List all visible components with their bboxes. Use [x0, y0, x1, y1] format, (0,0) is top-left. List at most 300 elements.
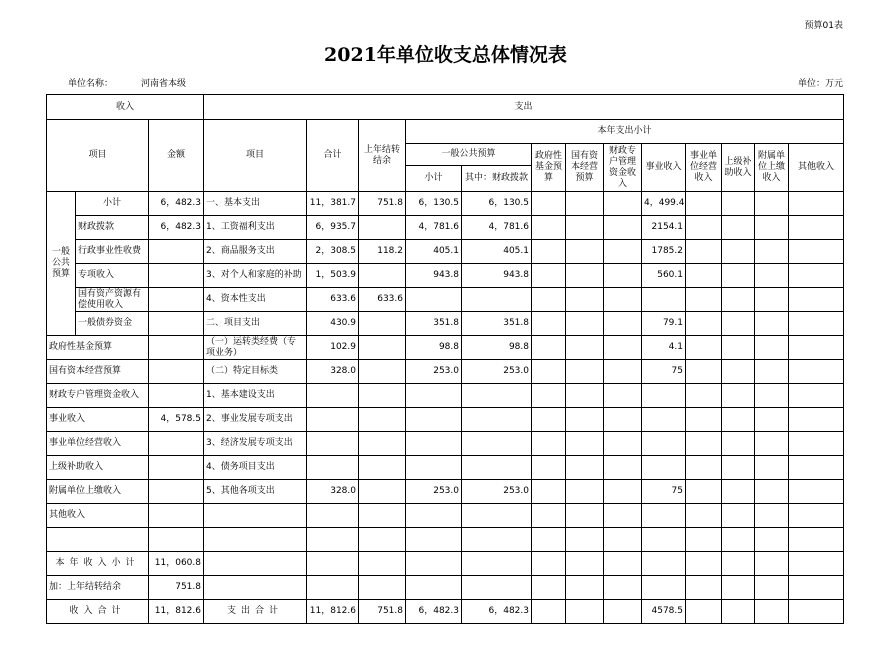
cell-biz: 4578.5	[642, 600, 686, 624]
cell-income-amount: 11，812.6	[149, 600, 204, 624]
cell-tot: 102.9	[307, 336, 359, 360]
cell-exp: 1、工资福利支出	[204, 216, 307, 240]
cell-aff	[755, 528, 789, 552]
cell-gov	[532, 408, 566, 432]
cell-carry	[359, 480, 406, 504]
cell-fisc: 351.8	[462, 312, 532, 336]
cell-income-item: 国有资产资源有偿使用收入	[76, 288, 149, 312]
cell-op	[686, 384, 722, 408]
cell-cap	[566, 576, 604, 600]
table-row	[47, 192, 844, 216]
cell-fisc: 6，482.3	[462, 600, 532, 624]
cell-income-item: 财政专户管理资金收入	[47, 384, 149, 408]
cell-biz	[642, 504, 686, 528]
cell-sub	[406, 384, 462, 408]
cell-sub: 4，781.6	[406, 216, 462, 240]
cell-income-item: 上级补助收入	[47, 456, 149, 480]
cell-aff	[755, 456, 789, 480]
cell-biz: 4.1	[642, 336, 686, 360]
cell-spec	[604, 432, 642, 456]
cell-cap	[566, 240, 604, 264]
cell-exp: 支出合计	[204, 600, 307, 624]
cell-spec	[604, 192, 642, 216]
cell-aff	[755, 504, 789, 528]
cell-exp: （二）特定目标类	[204, 360, 307, 384]
cell-spec	[604, 312, 642, 336]
cell-gov	[532, 312, 566, 336]
cell-gov	[532, 432, 566, 456]
cell-aff	[755, 576, 789, 600]
cell-sub: 351.8	[406, 312, 462, 336]
table-row	[47, 600, 844, 624]
cell-fisc: 6，130.5	[462, 192, 532, 216]
cell-aff	[755, 312, 789, 336]
cell-exp: 2、商品服务支出	[204, 240, 307, 264]
table-row	[47, 336, 844, 360]
header-item: 项目	[47, 120, 149, 192]
cell-fisc	[462, 456, 532, 480]
cell-gov	[532, 528, 566, 552]
unit-info	[68, 76, 214, 89]
cell-carry	[359, 528, 406, 552]
cell-fisc	[462, 552, 532, 576]
cell-cap	[566, 384, 604, 408]
cell-cap	[566, 600, 604, 624]
cell-sup	[722, 336, 755, 360]
cell-oth	[789, 360, 844, 384]
cell-oth	[789, 528, 844, 552]
cell-sub	[406, 576, 462, 600]
cell-carry	[359, 432, 406, 456]
cell-income-item: 事业单位经营收入	[47, 432, 149, 456]
cell-aff	[755, 240, 789, 264]
form-code: 预算01表	[804, 21, 843, 31]
cell-gov	[532, 288, 566, 312]
cell-aff	[755, 336, 789, 360]
cell-spec	[604, 288, 642, 312]
cell-op	[686, 480, 722, 504]
cell-income-item: 收入合计	[47, 600, 149, 624]
cell-biz	[642, 408, 686, 432]
cell-op	[686, 336, 722, 360]
cell-exp: 1、基本建设支出	[204, 384, 307, 408]
cell-oth	[789, 240, 844, 264]
cell-biz	[642, 456, 686, 480]
cell-cap	[566, 552, 604, 576]
cell-oth	[789, 384, 844, 408]
cell-oth	[789, 480, 844, 504]
cell-oth	[789, 336, 844, 360]
cell-income-amount	[149, 288, 204, 312]
cell-aff	[755, 192, 789, 216]
cell-sup	[722, 288, 755, 312]
cell-sup	[722, 216, 755, 240]
cell-income-item: 财政拨款	[76, 216, 149, 240]
header-income: 收入	[47, 95, 204, 120]
cell-carry: 751.8	[359, 192, 406, 216]
cell-cap	[566, 408, 604, 432]
cell-sup	[722, 504, 755, 528]
cell-gov	[532, 192, 566, 216]
header-other-income: 其他收入	[789, 144, 844, 192]
cell-sub: 943.8	[406, 264, 462, 288]
cell-op	[686, 216, 722, 240]
cell-tot: 1，503.9	[307, 264, 359, 288]
cell-gov	[532, 480, 566, 504]
header-gov-fund: 政府性基金预算	[532, 144, 566, 192]
cell-oth	[789, 264, 844, 288]
cell-carry	[359, 216, 406, 240]
cell-income-amount: 6，482.3	[149, 192, 204, 216]
cell-op	[686, 264, 722, 288]
cell-carry: 633.6	[359, 288, 406, 312]
cell-income-amount	[149, 336, 204, 360]
cell-spec	[604, 336, 642, 360]
cell-income-item: 行政事业性收费	[76, 240, 149, 264]
cell-carry	[359, 312, 406, 336]
table-row	[47, 384, 844, 408]
table-row	[47, 528, 844, 552]
cell-biz	[642, 384, 686, 408]
cell-spec	[604, 528, 642, 552]
cell-spec	[604, 384, 642, 408]
cell-income-amount: 751.8	[149, 576, 204, 600]
money-unit: 单位：万元	[797, 79, 843, 89]
cell-op	[686, 288, 722, 312]
cell-sup	[722, 528, 755, 552]
cell-op	[686, 456, 722, 480]
cell-exp: 3、对个人和家庭的补助	[204, 264, 307, 288]
budget-table	[46, 94, 844, 624]
cell-op	[686, 552, 722, 576]
cell-income-item: 附属单位上缴收入	[47, 480, 149, 504]
cell-biz	[642, 288, 686, 312]
cell-income-item: 本年收入小计	[47, 552, 149, 576]
cell-exp: （一）运转类经费（专项业务）	[204, 336, 307, 360]
cell-sub: 98.8	[406, 336, 462, 360]
cell-spec	[604, 552, 642, 576]
table-row	[47, 456, 844, 480]
table-row	[47, 360, 844, 384]
cell-carry: 118.2	[359, 240, 406, 264]
cell-aff	[755, 600, 789, 624]
page-title: 2021年单位收支总体情况表	[324, 44, 567, 66]
cell-oth	[789, 504, 844, 528]
cell-tot	[307, 456, 359, 480]
cell-aff	[755, 384, 789, 408]
cell-op	[686, 528, 722, 552]
cell-exp	[204, 576, 307, 600]
cell-exp: 一、基本支出	[204, 192, 307, 216]
cell-income-item: 一般债券资金	[76, 312, 149, 336]
cell-tot: 633.6	[307, 288, 359, 312]
cell-income-amount	[149, 480, 204, 504]
cell-exp	[204, 552, 307, 576]
cell-fisc: 4，781.6	[462, 216, 532, 240]
cell-oth	[789, 432, 844, 456]
cell-tot	[307, 552, 359, 576]
cell-op	[686, 192, 722, 216]
cell-income-item: 加：上年结转结余	[47, 576, 149, 600]
cell-fisc	[462, 504, 532, 528]
cell-biz	[642, 576, 686, 600]
cell-op	[686, 576, 722, 600]
cell-income-amount	[149, 504, 204, 528]
cell-tot: 2，308.5	[307, 240, 359, 264]
cell-sup	[722, 192, 755, 216]
cell-gov	[532, 240, 566, 264]
cell-exp: 4、债务项目支出	[204, 456, 307, 480]
cell-fisc	[462, 528, 532, 552]
cell-spec	[604, 216, 642, 240]
cell-sup	[722, 600, 755, 624]
cell-income-amount	[149, 384, 204, 408]
cell-gov	[532, 600, 566, 624]
cell-sup	[722, 264, 755, 288]
cell-gov	[532, 360, 566, 384]
cell-sub	[406, 528, 462, 552]
cell-tot: 430.9	[307, 312, 359, 336]
cell-oth	[789, 552, 844, 576]
cell-biz	[642, 552, 686, 576]
cell-gov	[532, 576, 566, 600]
cell-income-amount	[149, 432, 204, 456]
cell-spec	[604, 600, 642, 624]
cell-spec	[604, 576, 642, 600]
header-business-income: 事业收入	[642, 144, 686, 192]
header-special-account: 财政专户管理资金收入	[604, 144, 642, 192]
cell-cap	[566, 288, 604, 312]
cell-aff	[755, 360, 789, 384]
cell-sup	[722, 360, 755, 384]
cell-fisc	[462, 576, 532, 600]
cell-gov	[532, 384, 566, 408]
table-row	[47, 432, 844, 456]
header-operating-income: 事业单位经营收入	[686, 144, 722, 192]
cell-gov	[532, 552, 566, 576]
header-state-capital: 国有资本经营预算	[566, 144, 604, 192]
cell-biz: 4，499.4	[642, 192, 686, 216]
table-row	[47, 264, 844, 288]
cell-biz: 79.1	[642, 312, 686, 336]
unit-label: 单位名称：	[68, 79, 114, 89]
cell-op	[686, 600, 722, 624]
cell-tot	[307, 528, 359, 552]
cell-op	[686, 504, 722, 528]
cell-oth	[789, 192, 844, 216]
cell-sub	[406, 552, 462, 576]
cell-oth	[789, 312, 844, 336]
cell-carry	[359, 408, 406, 432]
table-row	[47, 552, 844, 576]
cell-sup	[722, 552, 755, 576]
cell-op	[686, 408, 722, 432]
cell-carry	[359, 264, 406, 288]
header-expense: 支出	[204, 95, 844, 120]
cell-spec	[604, 408, 642, 432]
cell-income-amount	[149, 312, 204, 336]
cell-aff	[755, 408, 789, 432]
cell-carry: 751.8	[359, 600, 406, 624]
cell-exp: 2、事业发展专项支出	[204, 408, 307, 432]
cell-spec	[604, 264, 642, 288]
cell-income-amount	[149, 240, 204, 264]
cell-biz: 560.1	[642, 264, 686, 288]
cell-fisc: 943.8	[462, 264, 532, 288]
cell-sub: 253.0	[406, 480, 462, 504]
cell-fisc: 253.0	[462, 360, 532, 384]
cell-sub: 6，482.3	[406, 600, 462, 624]
cell-income-amount: 11，060.8	[149, 552, 204, 576]
cell-sub	[406, 288, 462, 312]
cell-income-amount: 4，578.5	[149, 408, 204, 432]
header-exp-item: 项目	[204, 120, 307, 192]
table-row	[47, 240, 844, 264]
cell-biz: 75	[642, 480, 686, 504]
cell-sub	[406, 432, 462, 456]
cell-carry	[359, 576, 406, 600]
cell-tot	[307, 504, 359, 528]
cell-sub: 405.1	[406, 240, 462, 264]
cell-sup	[722, 576, 755, 600]
cell-op	[686, 240, 722, 264]
cell-tot: 328.0	[307, 480, 359, 504]
header-amount: 金额	[149, 120, 204, 192]
cell-aff	[755, 288, 789, 312]
cell-sup	[722, 240, 755, 264]
cell-aff	[755, 216, 789, 240]
cell-cap	[566, 312, 604, 336]
header-of-which-fiscal: 其中：财政拨款	[462, 166, 532, 192]
cell-sup	[722, 456, 755, 480]
cell-income-item: 其他收入	[47, 504, 149, 528]
cell-biz: 1785.2	[642, 240, 686, 264]
cell-carry	[359, 360, 406, 384]
cell-fisc	[462, 288, 532, 312]
cell-income-amount	[149, 264, 204, 288]
cell-gov	[532, 456, 566, 480]
cell-fisc: 253.0	[462, 480, 532, 504]
cell-spec	[604, 360, 642, 384]
group-label-general-budget: 一般公共预算	[47, 192, 76, 336]
cell-sup	[722, 312, 755, 336]
cell-fisc	[462, 432, 532, 456]
cell-sub	[406, 408, 462, 432]
cell-sub	[406, 504, 462, 528]
cell-carry	[359, 384, 406, 408]
cell-aff	[755, 480, 789, 504]
cell-cap	[566, 432, 604, 456]
cell-income-amount	[149, 360, 204, 384]
cell-cap	[566, 456, 604, 480]
cell-cap	[566, 480, 604, 504]
cell-tot	[307, 432, 359, 456]
cell-exp	[204, 528, 307, 552]
cell-biz	[642, 528, 686, 552]
header-subtotal: 小计	[406, 166, 462, 192]
header-affiliated-income: 附属单位上缴收入	[755, 144, 789, 192]
cell-biz: 75	[642, 360, 686, 384]
cell-exp: 3、经济发展专项支出	[204, 432, 307, 456]
cell-gov	[532, 336, 566, 360]
cell-fisc: 98.8	[462, 336, 532, 360]
cell-gov	[532, 504, 566, 528]
table-row	[47, 216, 844, 240]
cell-fisc	[462, 384, 532, 408]
cell-fisc: 405.1	[462, 240, 532, 264]
cell-carry	[359, 552, 406, 576]
cell-aff	[755, 264, 789, 288]
cell-tot	[307, 408, 359, 432]
cell-income-item	[47, 528, 149, 552]
cell-gov	[532, 264, 566, 288]
header-superior-subsidy: 上级补助收入	[722, 144, 755, 192]
cell-income-item: 小计	[76, 192, 149, 216]
header-current-subtotal: 本年支出小计	[406, 120, 844, 144]
cell-tot: 11，381.7	[307, 192, 359, 216]
cell-spec	[604, 504, 642, 528]
unit-value: 河南省本级	[141, 79, 187, 89]
cell-biz	[642, 432, 686, 456]
cell-carry	[359, 456, 406, 480]
cell-income-item: 政府性基金预算	[47, 336, 149, 360]
cell-cap	[566, 336, 604, 360]
cell-gov	[532, 216, 566, 240]
cell-op	[686, 360, 722, 384]
header-carryover: 上年结转结余	[359, 120, 406, 192]
cell-cap	[566, 504, 604, 528]
cell-sup	[722, 384, 755, 408]
cell-fisc	[462, 408, 532, 432]
cell-sup	[722, 432, 755, 456]
table-row	[47, 408, 844, 432]
cell-exp: 5、其他各项支出	[204, 480, 307, 504]
cell-oth	[789, 408, 844, 432]
cell-oth	[789, 288, 844, 312]
cell-income-item: 事业收入	[47, 408, 149, 432]
cell-cap	[566, 264, 604, 288]
cell-exp: 二、项目支出	[204, 312, 307, 336]
cell-cap	[566, 360, 604, 384]
cell-tot	[307, 576, 359, 600]
cell-carry	[359, 336, 406, 360]
cell-spec	[604, 240, 642, 264]
cell-oth	[789, 600, 844, 624]
cell-income-item: 专项收入	[76, 264, 149, 288]
cell-cap	[566, 192, 604, 216]
cell-spec	[604, 480, 642, 504]
header-total: 合计	[307, 120, 359, 192]
cell-exp	[204, 504, 307, 528]
cell-income-amount	[149, 528, 204, 552]
header-general-budget: 一般公共预算	[406, 144, 532, 166]
cell-carry	[359, 504, 406, 528]
cell-income-amount: 6，482.3	[149, 216, 204, 240]
table-row	[47, 480, 844, 504]
cell-sub: 253.0	[406, 360, 462, 384]
cell-cap	[566, 528, 604, 552]
cell-spec	[604, 456, 642, 480]
cell-aff	[755, 552, 789, 576]
cell-biz: 2154.1	[642, 216, 686, 240]
cell-op	[686, 432, 722, 456]
cell-exp: 4、资本性支出	[204, 288, 307, 312]
cell-tot: 328.0	[307, 360, 359, 384]
table-row	[47, 576, 844, 600]
table-row	[47, 312, 844, 336]
table-row	[47, 288, 844, 312]
cell-sup	[722, 408, 755, 432]
